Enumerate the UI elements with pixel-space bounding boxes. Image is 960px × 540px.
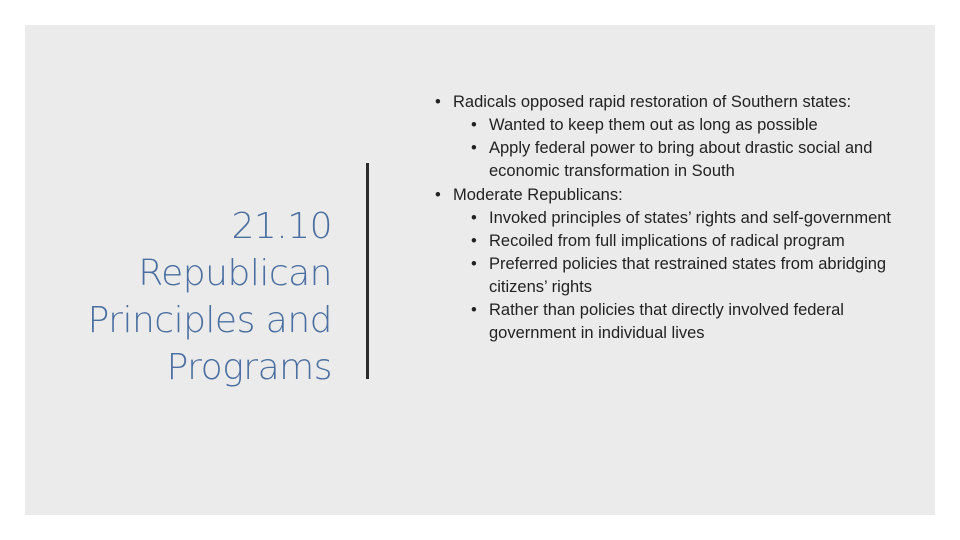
slide-title	[32, 203, 332, 391]
sub-bullet-list	[453, 207, 899, 345]
sub-bullet-list	[453, 114, 899, 183]
bullet-text: • Radicals opposed rapid restoration of Southern states:	[453, 91, 899, 114]
sub-bullet-item	[429, 207, 899, 230]
sub-bullet-text: • Preferred policies that restrained states from abridging citizens’ rights	[489, 253, 899, 299]
slide-title-line: Republican	[138, 253, 332, 294]
sub-bullet-item	[429, 230, 899, 253]
bullet-list	[429, 91, 899, 345]
sub-bullet-text: • Apply federal power to bring about drastic social and economic transformation in South	[489, 137, 899, 183]
bullet-text: • Moderate Republicans:	[453, 184, 899, 207]
slide-title-line: Programs	[166, 347, 332, 388]
sub-bullet-item	[429, 299, 899, 345]
sub-bullet-item	[429, 253, 899, 299]
slide	[25, 25, 935, 515]
bullet-item-moderates	[429, 184, 899, 345]
sub-bullet-item	[429, 137, 899, 183]
sub-bullet-text: • Invoked principles of states’ rights and self-government	[489, 207, 899, 230]
sub-bullet-text: • Rather than policies that directly involved federal government in individual lives	[489, 299, 899, 345]
slide-title-line: 21.10	[231, 206, 332, 247]
sub-bullet-text: • Wanted to keep them out as long as possible	[489, 114, 899, 137]
sub-bullet-text: • Recoiled from full implications of radical program	[489, 230, 899, 253]
slide-title-line: Principles and	[87, 300, 332, 341]
sub-bullet-item	[429, 114, 899, 137]
bullet-item-radicals	[429, 91, 899, 183]
vertical-divider	[366, 163, 369, 379]
slide-content	[429, 90, 899, 345]
